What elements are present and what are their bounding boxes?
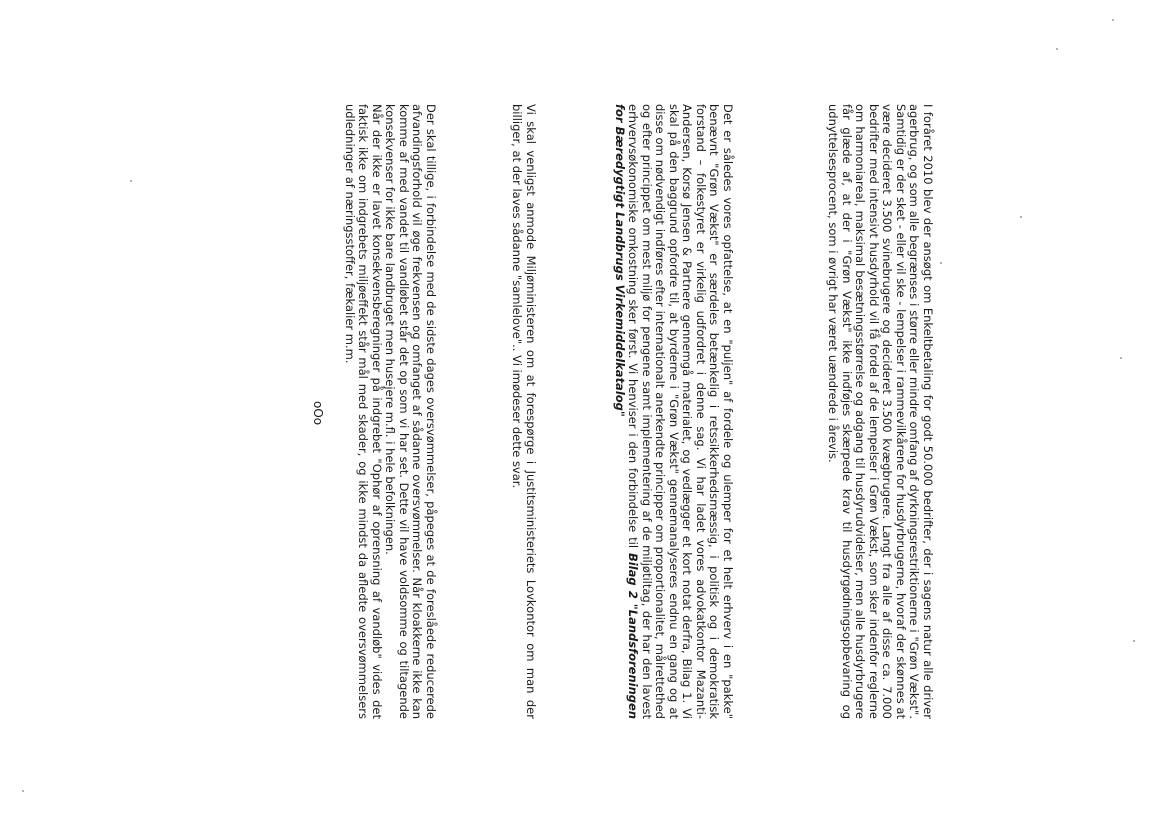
scan-speck [1020, 216, 1022, 218]
scan-speck [1120, 357, 1122, 359]
scan-speck [1056, 48, 1058, 50]
paragraph-samlelove [510, 104, 537, 719]
paragraph-1-text: I foråret 2010 blev der ansøgt om Enkeltbetaling for godt 50.000 bedrifter, der i sagens natur alle driver agerbrug, og som alle begrænses i større eller mindre omfang af dyrkningsrestriktionerne i "Grøn Vækst". Samtidig er der sket - eller vil ske - lempelser i rammevilkårene for husdyrbrugerne, hvoraf der skønnes at være decideret 3.500 svinebrugere og decideret 3.500 kvægbrugere. Langt fra alle af disse ca. 7.000 bedrifter med intensivt husdyrhold vil få fordel af de lempelser i Grøn Vækst, som sker indenfor reglerne om harmoniareal, maksimal besætningsstørrelse og adgang til husdyrudvidelser, men alle husdyrbrugere får glæde af, at der i "Grøn Vækst" ikke indføjes skærpede krav til husdyrgødningsopbevaring og udnyttelsesprocent, som i øvrigt har været uændrede i årevis. [826, 104, 935, 719]
paragraph-5-text: Når der ikke er lavet konsekvensberegninger på indgrebet "Ophør af oprensning af vandløb" vides det faktisk ikke om indgrebets miljøeffekt står mål med skader, og ikke mindst da afledte oversvømmelsers udledninger af næringsstoffer, fækalier m.m. [343, 104, 384, 719]
scan-speck [1112, 19, 1114, 21]
paragraph-3-text: Vi skal venligst anmode Miljøministeren om at forespørge i Justitsministeriets Lovkontor om man der billiger, at der laves sådanne "samlelove".. Vi imødeser dette svar. [510, 104, 538, 719]
scan-speck [130, 180, 132, 182]
paragraph-groen-vaekst [613, 104, 735, 719]
end-mark: oOo [311, 401, 325, 426]
scan-speck [22, 790, 24, 792]
paragraph-2-text: Det er således vores opfattelse, at en "puljen" af fordele og ulemper for et helt erhverv i en "pakke" benævnt "Grøn Vækst" er særdeles betænkelig i retssikkerhedsmæssig, i politisk og i demokratisk forstand – folkestyret er virkelig udfordret i denne sag. Vi har ladet vores advokatkontor Mazanti-Andersen, Korsø Jensen & Partnere gennemgå materialet, og vedlægger et kort notat derfra, Bilag 1. Vi skal på den baggrund opfordre til, at byrderne i "Grøn Vækst" gennemanalyseres endnu en gang og at disse om nødvendigt indføres efter internationalt anerkendte principper om proportionalitet, målrettethed og efter princippet om mest miljø for pengene samt implementering af de miljøtiltag, der har den lavest erhvervsøkonomiske omkostning sker først. Vi henviser i den forbindelse til [626, 104, 735, 719]
bilag-2-reference: Bilag 2 [626, 552, 641, 599]
virkemiddelkatalog-title: "Landsforeningen for Bæredygtigt Landbrugs Virkemiddelkatalog" [613, 104, 641, 720]
paragraph-2-body [613, 104, 735, 719]
paragraph-oversvoemmelser [343, 104, 438, 719]
paragraph-enkeltbetaling [826, 104, 934, 719]
rotated-letter-page [297, 104, 934, 719]
scan-speck [940, 262, 942, 264]
paragraph-4-text: Der skal tillige, i forbindelse med de sidste dages oversvømmelser, påpeges at de foreslåede reducerede afvandingsforhold vil øge frekvensen og omfanget af sådanne oversvømmelser. Når kloakkerne ikke kan komme af med vandet til vandløbet står det op som vi har set. Dette vil have voldsomme og tiltagende konsekvenser for ikke bare landbruget men husejere m.fl. i hele befolkningen. [383, 104, 438, 719]
scan-speck [1133, 640, 1135, 642]
